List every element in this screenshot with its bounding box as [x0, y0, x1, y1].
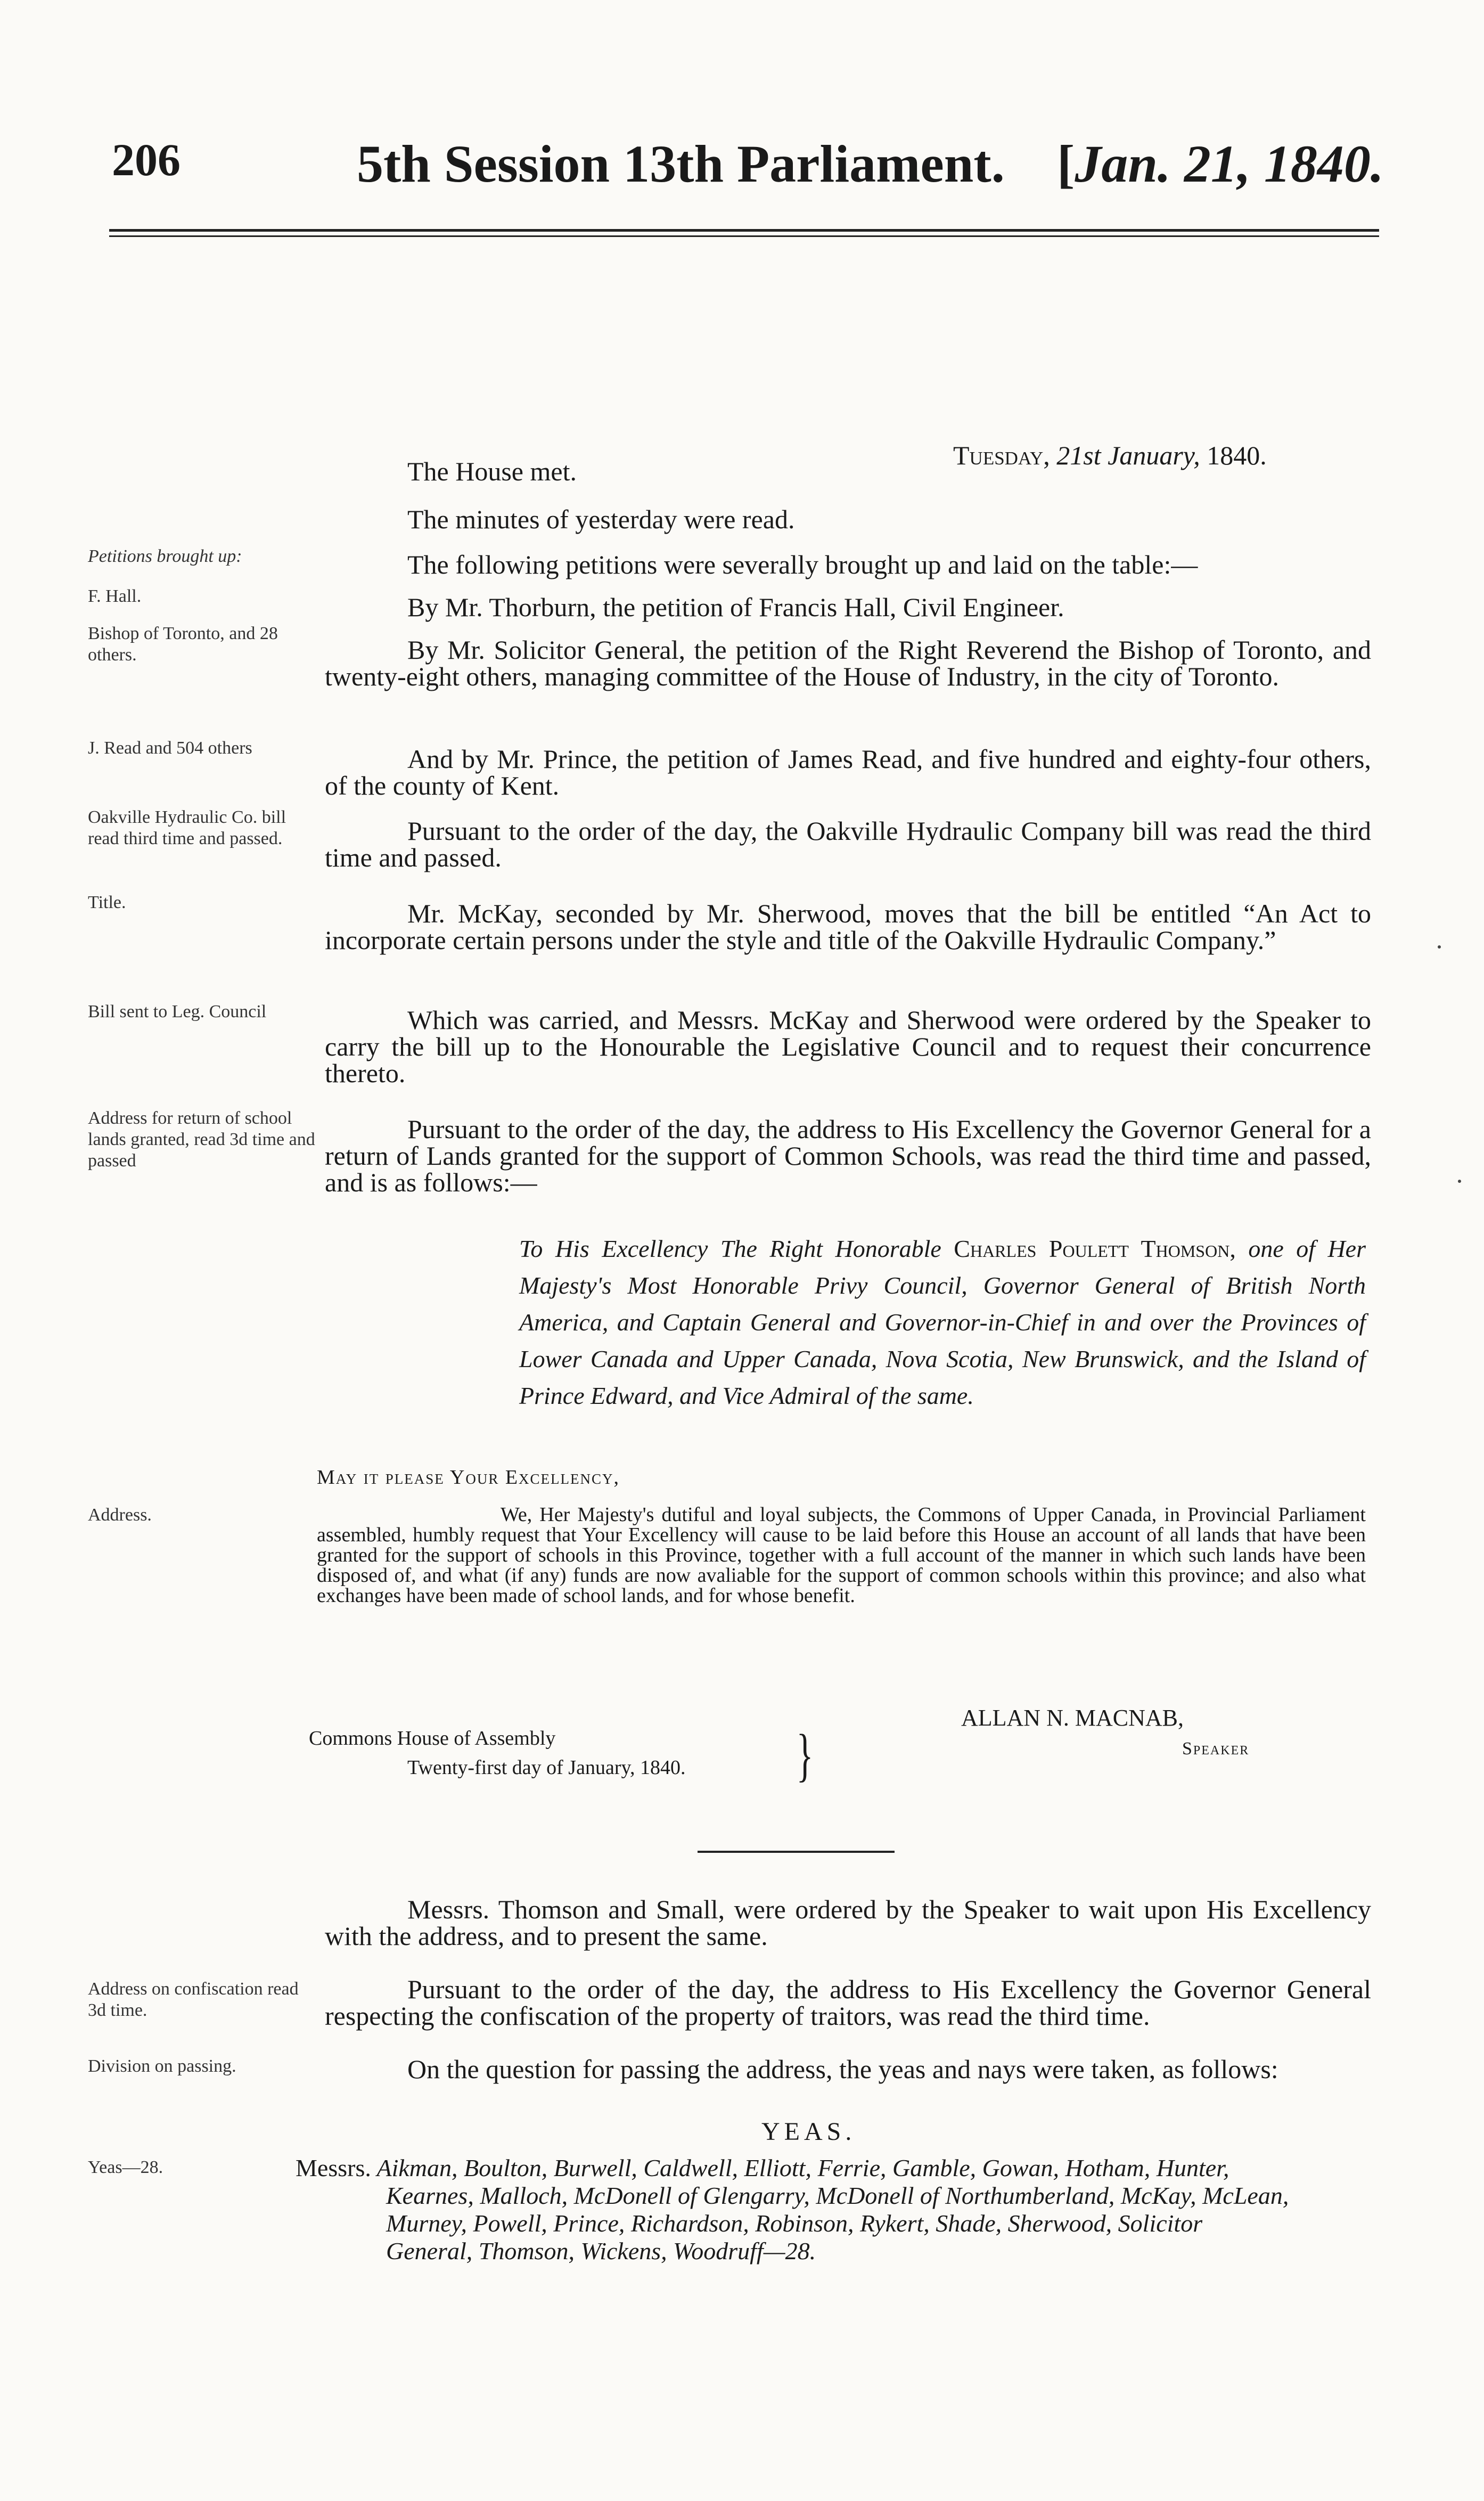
address-order: Pursuant to the order of the day, the address to His Excellency the Governor General for a return of Lands granted for the support of Common Schools, was read the third time and passed, and is as follows:—	[325, 1114, 1371, 1197]
margin-note-bill-sent: Bill sent to Leg. Council	[88, 1002, 267, 1021]
margin-note-f-hall: F. Hall.	[88, 586, 142, 606]
yeas-names-3: Murney, Powell, Prince, Richardson, Robinson, Rykert, Shade, Sherwood, Solicitor	[386, 2210, 1203, 2237]
sitting-year: 1840.	[1207, 440, 1267, 470]
print-speck	[1458, 1180, 1461, 1183]
margin-note-division: Division on passing.	[88, 2056, 236, 2076]
assembly-date: Twenty-first day of January, 1840.	[407, 1756, 686, 1779]
header-rule-bottom	[109, 235, 1379, 237]
margin-note-yeas: Yeas—28.	[88, 2157, 163, 2177]
running-title: 5th Session 13th Parliament.	[357, 134, 1005, 193]
assembly-place: Commons House of Assembly	[309, 1727, 556, 1750]
page-number: 206	[112, 134, 181, 185]
margin-note-address: Address.	[88, 1505, 152, 1525]
confiscation-order: Pursuant to the order of the day, the address to His Excellency the Governor General respecting the confiscation of the property of traitors, was read the third time.	[325, 1974, 1371, 2031]
addressee-rest: one of Her Majesty's Most Honorable Privy Council, Governor General of British North America, and Captain General and Governor-in-Chief in and over the Provinces of Lower Canada and Upper Canada, Nova Scotia, New Brunswick, and the Island of Prince Edward, and Vice Admiral of the same.	[519, 1235, 1366, 1409]
speaker-label: Speaker	[1182, 1739, 1250, 1759]
yeas-names-4: General, Thomson, Wickens, Woodruff—28.	[386, 2237, 816, 2265]
salutation: May it please Your Excellency,	[317, 1466, 620, 1489]
carried-paragraph: Which was carried, and Messrs. McKay and Sherwood were ordered by the Speaker to carry the bill up to the Honourable the Legislative Council and to request their concurrence thereto.	[325, 1005, 1371, 1088]
prince-petition: And by Mr. Prince, the petition of James Read, and five hundred and eighty-four others, of the county of Kent.	[325, 744, 1371, 800]
addressee	[519, 1230, 1366, 1414]
yeas-heading: YEAS.	[761, 2118, 856, 2146]
addressee-prefix: To His Excellency The Right Honorable	[519, 1235, 941, 1262]
header-date-text: Jan. 21, 1840.	[1075, 134, 1384, 193]
division-question: On the question for passing the address, the yeas and nays were taken, as follows:	[407, 2054, 1278, 2084]
address-body: We, Her Majesty's dutiful and loyal subjects, the Commons of Upper Canada, in Provincial Parliament assembled, humbly request that Your Excellency will cause to be laid before this House an account of all lands that have been granted for the support of schools in this Province, together with a full account of the manner in which such lands have been disposed of, and what (if any) funds are now avaliable for the support of common schools within this province; and also what exchanges have been made of school lands, and for whose benefit.	[317, 1503, 1366, 1607]
oakville-order: Pursuant to the order of the day, the Oakville Hydraulic Company bill was read the third time and passed.	[325, 816, 1371, 872]
margin-note-bishop: Bishop of Toronto, and 28 others.	[88, 624, 278, 665]
addressee-name: Charles Poulett Thomson,	[954, 1235, 1236, 1262]
mckay-motion: Mr. McKay, seconded by Mr. Sherwood, moves that the bill be entitled “An Act to incorporate certain persons under the style and title of the Oakville Hydraulic Company.”	[325, 898, 1371, 955]
yeas-list	[296, 2154, 1366, 2265]
petitions-intro: The following petitions were severally brought up and laid on the table:—	[407, 550, 1198, 579]
header-date	[1057, 133, 1384, 194]
yeas-names-1: Aikman, Boulton, Burwell, Caldwell, Elliott, Ferrie, Gamble, Gowan, Hotham, Hunter,	[376, 2154, 1229, 2181]
print-speck	[1438, 945, 1441, 949]
margin-note-address-return: Address for return of school lands granted, read 3d time and passed	[88, 1108, 315, 1171]
minutes-read: The minutes of yesterday were read.	[407, 504, 795, 534]
margin-note-petitions: Petitions brought up:	[88, 546, 242, 566]
sitting-date	[953, 442, 1267, 469]
margin-note-title: Title.	[88, 893, 126, 912]
signature: ALLAN N. MACNAB,	[961, 1705, 1184, 1731]
thorburn-petition: By Mr. Thorburn, the petition of Francis Hall, Civil Engineer.	[407, 592, 1064, 622]
margin-note-confiscation: Address on confiscation read 3d time.	[88, 1979, 299, 2020]
margin-note-oakville: Oakville Hydraulic Co. bill read third time and passed.	[88, 807, 286, 848]
thomson-small-paragraph: Messrs. Thomson and Small, were ordered by the Speaker to wait upon His Excellency with the address, and to present the same.	[325, 1894, 1371, 1951]
margin-note-read: J. Read and 504 others	[88, 738, 252, 758]
day-of-week: Tuesday,	[953, 440, 1050, 470]
yeas-messrs: Messrs.	[296, 2154, 371, 2181]
house-met: The House met.	[407, 456, 577, 486]
yeas-names-2: Kearnes, Malloch, McDonell of Glengarry, McDonell of Northumberland, McKay, McLean,	[386, 2182, 1289, 2209]
brace: }	[796, 1722, 814, 1787]
header-rule-top	[109, 229, 1379, 232]
section-divider	[698, 1851, 895, 1853]
solicitor-petition: By Mr. Solicitor General, the petition of the Right Reverend the Bishop of Toronto, and twenty-eight others, managing committee of the House of Industry, in the city of Toronto.	[325, 635, 1371, 691]
header-bracket: [	[1057, 134, 1075, 193]
day-date: 21st January,	[1056, 440, 1200, 470]
